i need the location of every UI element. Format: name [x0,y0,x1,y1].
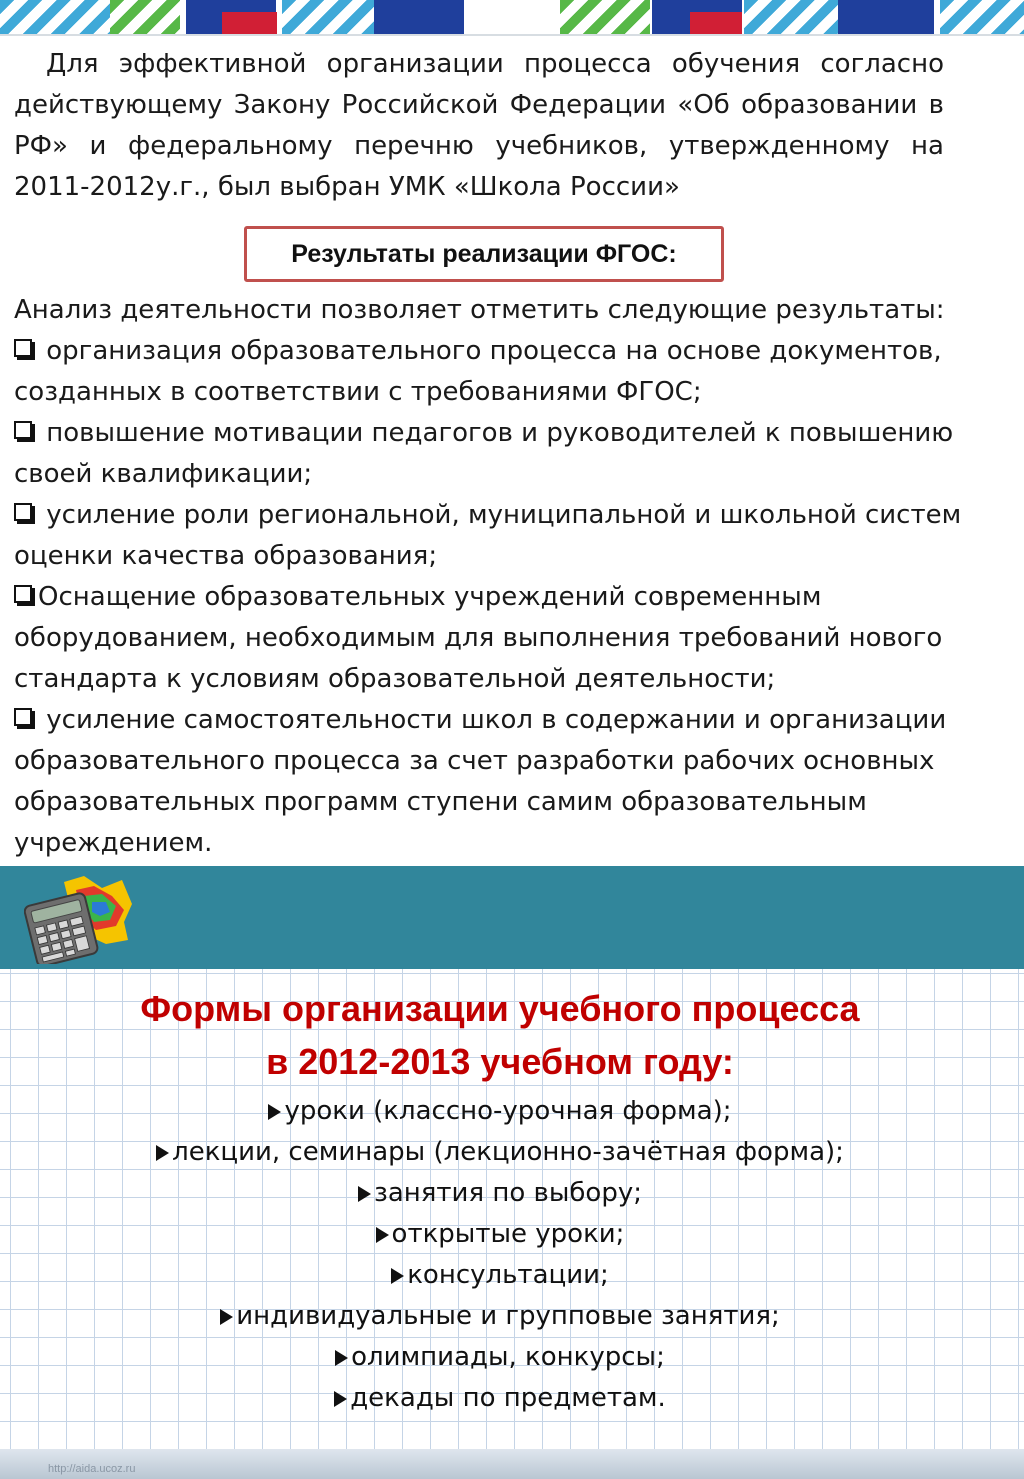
arrow-bullet-icon [220,1309,233,1325]
footer-bar [0,1449,1024,1479]
form-text: декады по предметам. [350,1383,666,1413]
checkbox-icon [14,503,32,521]
calculator-icon [24,874,134,964]
forms-title [0,982,1000,1088]
list-item [14,331,1014,413]
results-heading-box [244,226,724,282]
arrow-bullet-icon [376,1227,389,1243]
result-text: Оснащение образовательных учреждений современным оборудованием, необходимым для выполнения требований нового стандарта к условиям образовательной деятельности; [14,582,943,694]
list-item [14,495,1014,577]
arrow-bullet-icon [268,1104,281,1120]
list-item [0,1091,1000,1132]
forms-title-line-1: Формы организации учебного процесса [140,988,860,1029]
list-item [0,1296,1000,1337]
arrow-bullet-icon [335,1350,348,1366]
forms-title-line-2: в 2012-2013 учебном году: [266,1041,734,1082]
results-heading: Результаты реализации ФГОС: [291,240,677,268]
result-text: организация образовательного процесса на основе документов, созданных в соответствии с требованиями ФГОС; [14,336,942,407]
forms-list [0,1091,1000,1419]
result-text: повышение мотивации педагогов и руководителей к повышению своей квалификации; [14,418,954,489]
result-text: усиление роли региональной, муниципальной и школьной систем оценки качества образования; [14,500,962,571]
list-item [0,1255,1000,1296]
list-item [0,1378,1000,1419]
checkbox-icon [14,708,32,726]
intro-paragraph: Для эффективной организации процесса обучения согласно действующему Закону Российской Федерации «Об образовании в РФ» и федеральному перечню учебников, утвержденному на 2011-2012у.г., был выбран УМК «Школа России» [14,49,944,202]
form-text: уроки (классно-урочная форма); [284,1096,732,1126]
arrow-bullet-icon [391,1268,404,1284]
arrow-bullet-icon [156,1145,169,1161]
arrow-bullet-icon [358,1186,371,1202]
section-header-band [0,866,1024,969]
form-text: лекции, семинары (лекционно-зачётная форма); [172,1137,844,1167]
checkbox-icon [14,585,32,603]
form-text: консультации; [407,1260,609,1290]
top-decorative-stripe [0,0,1024,38]
list-item [0,1337,1000,1378]
checkbox-icon [14,339,32,357]
list-item [0,1214,1000,1255]
form-text: олимпиады, конкурсы; [351,1342,665,1372]
form-text: открытые уроки; [391,1219,625,1249]
results-lead: Анализ деятельности позволяет отметить следующие результаты: [14,295,945,325]
footer-url: http://aida.ucoz.ru [48,1463,136,1475]
form-text: занятия по выбору; [374,1178,642,1208]
list-item [14,577,1014,700]
arrow-bullet-icon [334,1391,347,1407]
results-section [14,290,1014,864]
checkbox-icon [14,421,32,439]
list-item [0,1173,1000,1214]
result-text: усиление самостоятельности школ в содержании и организации образовательного процесса за счет разработки рабочих основных образовательных программ ступени самим образовательным учреждением. [14,705,947,858]
list-item [14,700,1014,864]
form-text: индивидуальные и групповые занятия; [236,1301,780,1331]
list-item [14,413,1014,495]
list-item [0,1132,1000,1173]
